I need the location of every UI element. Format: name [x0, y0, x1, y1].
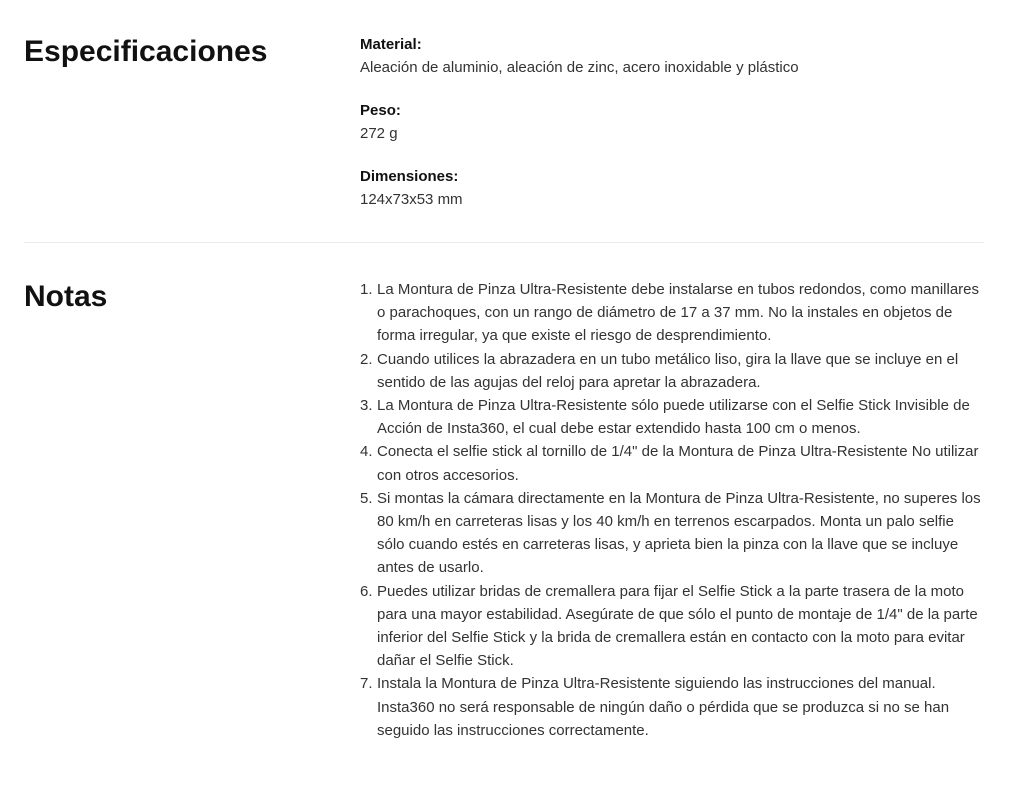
- note-text: Instala la Montura de Pinza Ultra-Resistente siguiendo las instrucciones del manual. Insta360 no será responsable de ningún daño o pérdida que se produzca si no se han seguido las instrucciones correctamente.: [377, 675, 950, 739]
- notes-heading: Notas: [24, 280, 108, 313]
- spec-item-material: [360, 33, 990, 79]
- note-number: 3.: [360, 397, 373, 415]
- specifications-section: [24, 0, 984, 243]
- note-text: Si montas la cámara directamente en la Montura de Pinza Ultra-Resistente, no superes los 80 km/h en carreteras lisas y los 40 km/h en terrenos escarpados. Monta un palo selfie sólo cuando estés en carreteras lisas, y aprieta bien la pinza con la llave que se incluye antes de usarlo.: [377, 489, 981, 577]
- spec-item-dimensions: [360, 165, 990, 211]
- spec-value: 272 g: [360, 125, 398, 142]
- spec-item-weight: [360, 99, 990, 145]
- spec-label: Material:: [360, 36, 422, 53]
- note-text: Conecta el selfie stick al tornillo de 1/4" de la Montura de Pinza Ultra-Resistente No utilizar con otros accesorios.: [377, 443, 979, 484]
- note-number: 2.: [360, 350, 373, 368]
- spec-label: Peso:: [360, 102, 401, 119]
- note-text: La Montura de Pinza Ultra-Resistente sólo puede utilizarse con el Selfie Stick Invisible de Acción de Insta360, el cual debe estar extendido hasta 100 cm o menos.: [377, 397, 970, 438]
- note-item: [360, 580, 985, 673]
- spec-value: 124x73x53 mm: [360, 191, 463, 208]
- note-text: Puedes utilizar bridas de cremallera para fijar el Selfie Stick a la parte trasera de la moto para una mayor estabilidad. Asegúrate de que sólo el punto de montaje de 1/4" de la parte inferior del Selfie Stick y la brida de cremallera están en contacto con la moto para evitar dañar el Selfie Stick.: [377, 582, 978, 670]
- specifications-heading: Especificaciones: [24, 35, 268, 68]
- notes-list: [360, 278, 985, 742]
- note-number: 7.: [360, 675, 373, 693]
- note-item: [360, 440, 985, 486]
- note-item: [360, 278, 985, 348]
- spec-value: Aleación de aluminio, aleación de zinc, acero inoxidable y plástico: [360, 59, 799, 76]
- note-number: 6.: [360, 582, 373, 600]
- note-item: [360, 672, 985, 742]
- note-number: 5.: [360, 489, 373, 507]
- spec-list: [360, 33, 990, 231]
- note-text: La Montura de Pinza Ultra-Resistente debe instalarse en tubos redondos, como manillares o parachoques, con un rango de diámetro de 17 a 37 mm. No la instales en objetos de forma irregular, ya que existe el riesgo de desprendimiento.: [377, 281, 979, 345]
- note-item: [360, 487, 985, 580]
- note-number: 1.: [360, 281, 373, 298]
- spec-label: Dimensiones:: [360, 168, 459, 185]
- notes-section: [0, 243, 1012, 784]
- note-item: [360, 394, 985, 440]
- note-number: 4.: [360, 443, 373, 461]
- note-text: Cuando utilices la abrazadera en un tubo metálico liso, gira la llave que se incluye en el sentido de las agujas del reloj para apretar la abrazadera.: [377, 350, 959, 391]
- note-item: [360, 348, 985, 394]
